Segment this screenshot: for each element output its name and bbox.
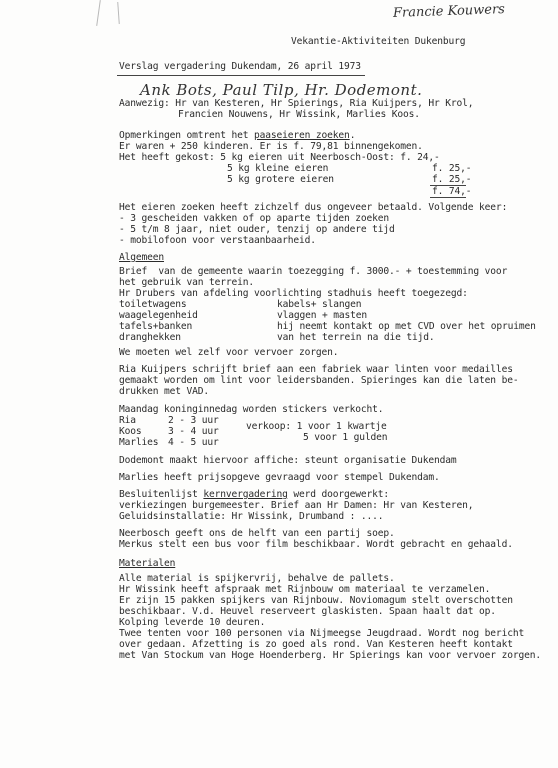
items-right-2: vlaggen + masten [277, 310, 368, 321]
soep-line-2: Merkus stelt een bus voor film beschikbaar. Wordt gebracht en gehaald. [119, 539, 513, 550]
sticker-time-1: 2 - 3 uur [168, 415, 219, 426]
verkoop-line-1: verkoop: 1 voor 1 kwartje [246, 421, 387, 432]
besluit-line-1: verkiezingen burgemeester. Brief aan Hr Damen: Hr van Kesteren, [119, 500, 474, 511]
pen-scratch [117, 2, 120, 24]
items-left-2: waagelegenheid [119, 310, 198, 321]
handwritten-names: Ank Bots, Paul Tilp, Hr. Dodemont. [140, 81, 423, 99]
algemeen-intro-2: het gebruik van terrein. [119, 277, 255, 288]
ria-line-3: drukken met VAD. [119, 386, 210, 397]
items-left-1: toiletwagens [119, 299, 187, 310]
materialen-line-4: beschikbaar. V.d. Heuvel reserveert glaskisten. Spaan haalt dat op. [119, 606, 496, 617]
items-right-4: van het terrein na die tijd. [277, 332, 435, 343]
besluit-heading: Besluitenlijst kernvergadering werd doorgewerkt: [119, 489, 390, 500]
items-left-4: dranghekken [119, 332, 181, 343]
followup-line-2: - 3 gescheiden vakken of op aparte tijden zoeken [119, 213, 390, 224]
stempel-line: Marlies heeft prijsopgeve gevraagd voor stempel Dukendam. [119, 472, 440, 483]
items-left-3: tafels+banken [119, 321, 193, 332]
present-line-2: Francien Nouwens, Hr Wissink, Marlies Koos. [178, 109, 420, 120]
eieren-line-2: Het heeft gekost: 5 kg eieren uit Neerbosch-Oost: f. 24,- [119, 152, 440, 163]
sticker-time-2: 3 - 4 uur [168, 426, 219, 437]
materialen-line-6: Twee tenten voor 100 personen via Nijmeegse Jeugdraad. Wordt nog bericht [119, 628, 525, 639]
pen-scratch [96, 0, 101, 26]
soep-line-1: Neerbosch geeft ons de helft van een partij soep. [119, 528, 395, 539]
materialen-line-8: met Van Stockum van Hoge Hoenderberg. Hr Spierings kan voor vervoer zorgen. [119, 650, 541, 661]
eieren-heading: Opmerkingen omtrent het paaseieren zoeken. [119, 130, 356, 141]
sticker-time-3: 4 - 5 uur [168, 437, 219, 448]
materialen-heading: Materialen [119, 558, 176, 569]
sticker-name-3: Marlies [119, 437, 159, 448]
eieren-line-4: 5 kg grotere eieren [227, 174, 334, 185]
eieren-total: f. 74,- [432, 186, 472, 197]
algemeen-intro-1: Brief van de gemeente waarin toezegging f. 3000.- + toestemming voor [119, 266, 508, 277]
besluit-line-2: Geluidsinstallatie: Hr Wissink, Drumband : .... [119, 511, 384, 522]
eieren-line-3: 5 kg kleine eieren [227, 163, 329, 174]
present-line-1: Aanwezig: Hr van Kesteren, Hr Spierings, Ria Kuijpers, Hr Krol, [119, 98, 474, 109]
materialen-line-5: Kolping leverde 10 deuren. [119, 617, 266, 628]
document-title: Verslag vergadering Dukendam, 26 april 1973 [119, 61, 361, 72]
ria-line-2: gemaakt worden om lint voor leidersbanden. Spieringes kan die laten be- [119, 375, 519, 386]
document-header: Vekantie-Aktiviteiten Dukenburg [291, 36, 466, 47]
items-right-3: hij neemt kontakt op met CVD over het opruimen [277, 321, 536, 332]
followup-line-3: - 5 t/m 8 jaar, niet ouder, tenzij op andere tijd [119, 224, 395, 235]
ria-line-1: Ria Kuijpers schrijft brief aan een fabriek waar linten voor medailles [119, 364, 513, 375]
materialen-line-1: Alle material is spijkervrij, behalve de pallets. [119, 573, 395, 584]
vervoer-line: We moeten wel zelf voor vervoer zorgen. [119, 347, 339, 358]
eieren-line-1: Er waren + 250 kinderen. Er is f. 79,81 binnengekomen. [119, 141, 423, 152]
stickers-intro: Maandag koninginnedag worden stickers verkocht. [119, 404, 384, 415]
followup-line-4: - mobilofoon voor verstaanbaarheid. [119, 235, 316, 246]
followup-line-1: Het eieren zoeken heeft zichzelf dus ongeveer betaald. Volgende keer: [119, 202, 508, 213]
algemeen-intro-3: Hr Drubers van afdeling voorlichting stadhuis heeft toegezegd: [119, 288, 468, 299]
eieren-amount-1: f. 25,- [432, 163, 472, 174]
handwritten-annotation-name: Francie Kouwers [392, 2, 506, 21]
eieren-amount-2: f. 25,- [432, 174, 472, 185]
title-underline [117, 75, 365, 76]
materialen-line-7: over gedaan. Afzetting is zo goed als rond. Van Kesteren heeft kontakt [119, 639, 513, 650]
affiche-line: Dodemont maakt hiervoor affiche: steunt organisatie Dukendam [119, 455, 457, 466]
sum-double-rule [430, 197, 466, 198]
algemeen-heading: Algemeen [119, 252, 165, 263]
verkoop-line-2: 5 voor 1 gulden [303, 432, 388, 443]
items-right-1: kabels+ slangen [277, 299, 362, 310]
materialen-line-2: Hr Wissink heeft afspraak met Rijnbouw om materiaal te verzamelen. [119, 584, 491, 595]
materialen-line-3: Er zijn 15 pakken spijkers van Rijnbouw. Noviomagum stelt overschotten [119, 595, 513, 606]
sticker-name-2: Koos [119, 426, 142, 437]
sticker-name-1: Ria [119, 415, 136, 426]
